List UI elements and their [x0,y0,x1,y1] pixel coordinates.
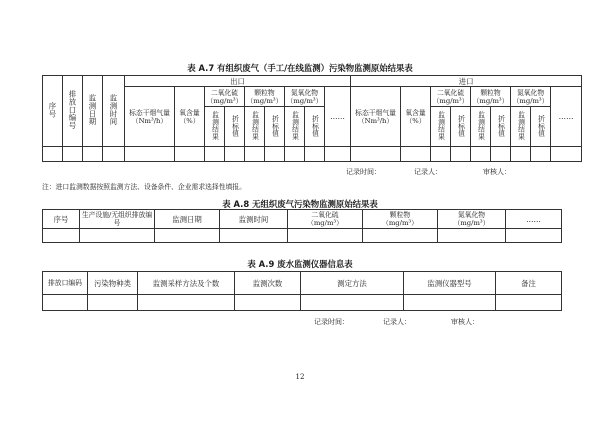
exit-flow: 标态干烟气量（Nm³/h） [125,87,175,147]
exit-so2-converted: 折标值 [230,114,239,137]
exit-so2: 二氧化硫 （mg/m³） [205,87,245,107]
a9-recorder: 记录人： [383,318,411,326]
page-number: 12 [295,373,305,381]
entry-flow: 标态干烟气量（Nm³/h） [351,87,401,147]
a7-recorder: 记录人： [414,168,442,176]
table-a8-caption: 表 A.8 无组织废气污染物监测原始结果表 [222,199,378,209]
a7-record-time: 记录时间： [346,168,381,176]
a7-reviewer: 审核人： [483,168,511,176]
entry-dots: …… [551,87,582,147]
exit-so2-measured: 监测结果 [210,110,219,141]
col-time: 监测时间 [109,94,118,126]
a9-col-pollutant: 污染物种类 [88,272,138,295]
exit-pm-measured: 监测结果 [250,110,259,141]
exit-nox: 氮氧化物 （mg/m³） [285,87,325,107]
exit-nox-measured: 监测结果 [290,110,299,141]
group-exit: 出口 [125,76,351,87]
a9-col-instrument: 监测仪器型号 [404,272,496,295]
entry-so2: 二氧化硫 （mg/m³） [431,87,471,107]
a8-col-dots: …… [506,210,562,229]
entry-oxygen: 氧含量（%） [401,87,431,147]
a8-col-time: 监测时间 [220,210,288,229]
a8-col-facility: 生产设施/无组织排放编号 [80,210,155,229]
table-a9-caption: 表 A.9 废水监测仪器信息表 [247,259,353,269]
exit-pm-converted: 折标值 [270,114,279,137]
col-date: 监测日期 [88,94,97,126]
a7-note: 注：进口监测数据按照监测方法、设备条件、企业需求选择性填报。 [42,183,246,191]
entry-so2-converted: 折标值 [456,114,465,137]
a9-col-count: 监测次数 [235,272,301,295]
table-row [43,229,562,243]
entry-pm: 颗粒物 （mg/m³） [471,87,511,107]
table-a9 [42,271,562,311]
a9-reviewer: 审核人： [451,318,479,326]
col-outlet-no: 排放口编号 [68,90,77,130]
entry-pm-measured: 监测结果 [476,110,485,141]
a9-col-remark: 备注 [496,272,562,295]
table-a7 [42,75,582,162]
table-a7-caption: 表 A.7 有组织废气（手工/在线监测）污染物监测原始结果表 [187,63,413,73]
a9-col-determination: 测定方法 [301,272,404,295]
entry-so2-measured: 监测结果 [436,110,445,141]
entry-nox: 氮氧化物 （mg/m³） [511,87,551,107]
a8-col-date: 监测日期 [155,210,220,229]
a8-col-nox: 氮氧化物 （mg/m³） [438,210,506,229]
col-seq: 序号 [48,102,57,118]
a8-col-pm: 颗粒物 （mg/m³） [363,210,438,229]
table-row [43,147,582,162]
exit-pm: 颗粒物 （mg/m³） [245,87,285,107]
exit-oxygen: 氧含量（%） [175,87,205,147]
a9-col-outlet: 排放口编码 [43,272,88,295]
exit-dots: …… [325,87,351,147]
a8-col-so2: 二氧化硫 （mg/m³） [288,210,363,229]
a8-col-seq: 序号 [43,210,80,229]
exit-nox-converted: 折标值 [310,114,319,137]
table-row [43,295,562,311]
table-a8 [42,209,562,243]
group-entry: 进口 [351,76,582,87]
entry-nox-converted: 折标值 [536,114,545,137]
a9-record-time: 记录时间： [314,318,349,326]
a9-col-method: 监测采样方法及个数 [138,272,235,295]
entry-pm-converted: 折标值 [496,114,505,137]
entry-nox-measured: 监测结果 [516,110,525,141]
